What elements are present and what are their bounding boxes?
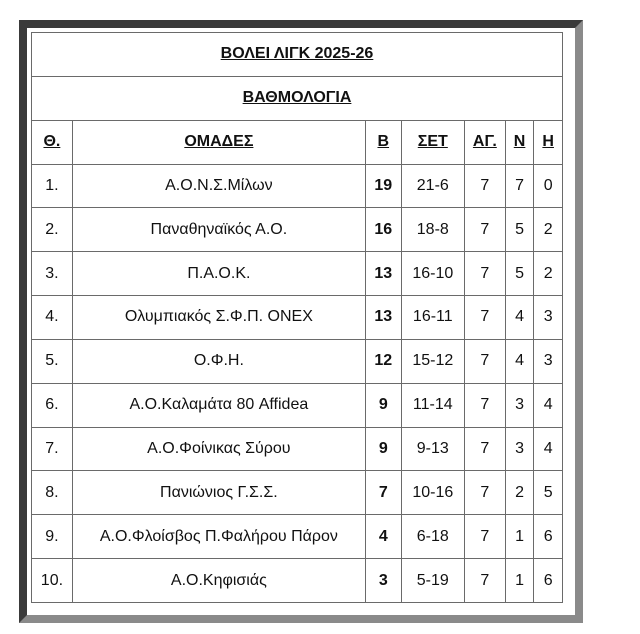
team-cell: Π.Α.Ο.Κ. xyxy=(72,252,365,296)
sets-cell: 16-10 xyxy=(401,252,464,296)
points-cell: 12 xyxy=(365,339,401,383)
position-cell: 9. xyxy=(32,515,73,559)
team-cell: Παναθηναϊκός Α.Ο. xyxy=(72,208,365,252)
sets-cell: 15-12 xyxy=(401,339,464,383)
team-cell: Α.Ο.Κηφισιάς xyxy=(72,559,365,603)
losses-cell: 4 xyxy=(534,427,563,471)
table-row xyxy=(32,164,563,208)
games-cell: 7 xyxy=(464,208,505,252)
standings-table xyxy=(31,32,563,603)
points-cell: 9 xyxy=(365,427,401,471)
wins-cell: 3 xyxy=(505,427,534,471)
sets-cell: 5-19 xyxy=(401,559,464,603)
team-cell: Α.Ο.Ν.Σ.Μίλων xyxy=(72,164,365,208)
losses-cell: 2 xyxy=(534,208,563,252)
games-cell: 7 xyxy=(464,164,505,208)
games-cell: 7 xyxy=(464,296,505,340)
position-cell: 10. xyxy=(32,559,73,603)
table-row xyxy=(32,383,563,427)
losses-cell: 6 xyxy=(534,559,563,603)
league-title: ΒΟΛΕΙ ΛΙΓΚ 2025-26 xyxy=(32,33,563,77)
sets-cell: 21-6 xyxy=(401,164,464,208)
wins-cell: 4 xyxy=(505,296,534,340)
losses-cell: 2 xyxy=(534,252,563,296)
sets-cell: 16-11 xyxy=(401,296,464,340)
team-cell: Ο.Φ.Η. xyxy=(72,339,365,383)
position-cell: 2. xyxy=(32,208,73,252)
losses-cell: 5 xyxy=(534,471,563,515)
games-cell: 7 xyxy=(464,383,505,427)
sets-cell: 10-16 xyxy=(401,471,464,515)
team-cell: Πανιώνιος Γ.Σ.Σ. xyxy=(72,471,365,515)
wins-cell: 4 xyxy=(505,339,534,383)
table-row xyxy=(32,427,563,471)
losses-cell: 3 xyxy=(534,339,563,383)
header-losses: Η xyxy=(534,120,563,164)
sets-cell: 6-18 xyxy=(401,515,464,559)
points-cell: 13 xyxy=(365,252,401,296)
games-cell: 7 xyxy=(464,339,505,383)
sets-cell: 11-14 xyxy=(401,383,464,427)
wins-cell: 7 xyxy=(505,164,534,208)
points-cell: 19 xyxy=(365,164,401,208)
team-cell: Α.Ο.Φλοίσβος Π.Φαλήρου Πάρον xyxy=(72,515,365,559)
sets-cell: 9-13 xyxy=(401,427,464,471)
team-cell: Α.Ο.Φοίνικας Σύρου xyxy=(72,427,365,471)
table-row xyxy=(32,515,563,559)
games-cell: 7 xyxy=(464,515,505,559)
wins-cell: 2 xyxy=(505,471,534,515)
table-row xyxy=(32,208,563,252)
points-cell: 3 xyxy=(365,559,401,603)
table-row xyxy=(32,471,563,515)
wins-cell: 5 xyxy=(505,208,534,252)
wins-cell: 1 xyxy=(505,515,534,559)
table-row xyxy=(32,252,563,296)
standings-frame xyxy=(19,20,583,623)
header-games: ΑΓ. xyxy=(464,120,505,164)
wins-cell: 3 xyxy=(505,383,534,427)
header-sets: ΣΕΤ xyxy=(401,120,464,164)
team-cell: Ολυμπιακός Σ.Φ.Π. ΟΝΕΧ xyxy=(72,296,365,340)
table-row xyxy=(32,296,563,340)
games-cell: 7 xyxy=(464,252,505,296)
losses-cell: 0 xyxy=(534,164,563,208)
title-row xyxy=(32,33,563,77)
team-cell: Α.Ο.Καλαμάτα 80 Affidea xyxy=(72,383,365,427)
header-points: Β xyxy=(365,120,401,164)
wins-cell: 5 xyxy=(505,252,534,296)
header-position: Θ. xyxy=(32,120,73,164)
position-cell: 5. xyxy=(32,339,73,383)
losses-cell: 3 xyxy=(534,296,563,340)
header-wins: Ν xyxy=(505,120,534,164)
header-teams: ΟΜΑΔΕΣ xyxy=(72,120,365,164)
standings-subtitle: ΒΑΘΜΟΛΟΓΙΑ xyxy=(32,76,563,120)
points-cell: 16 xyxy=(365,208,401,252)
position-cell: 7. xyxy=(32,427,73,471)
points-cell: 13 xyxy=(365,296,401,340)
games-cell: 7 xyxy=(464,427,505,471)
losses-cell: 4 xyxy=(534,383,563,427)
wins-cell: 1 xyxy=(505,559,534,603)
position-cell: 6. xyxy=(32,383,73,427)
position-cell: 1. xyxy=(32,164,73,208)
sets-cell: 18-8 xyxy=(401,208,464,252)
losses-cell: 6 xyxy=(534,515,563,559)
points-cell: 7 xyxy=(365,471,401,515)
table-row xyxy=(32,339,563,383)
games-cell: 7 xyxy=(464,471,505,515)
games-cell: 7 xyxy=(464,559,505,603)
header-row xyxy=(32,120,563,164)
points-cell: 9 xyxy=(365,383,401,427)
position-cell: 3. xyxy=(32,252,73,296)
table-row xyxy=(32,559,563,603)
subtitle-row xyxy=(32,76,563,120)
points-cell: 4 xyxy=(365,515,401,559)
position-cell: 4. xyxy=(32,296,73,340)
position-cell: 8. xyxy=(32,471,73,515)
